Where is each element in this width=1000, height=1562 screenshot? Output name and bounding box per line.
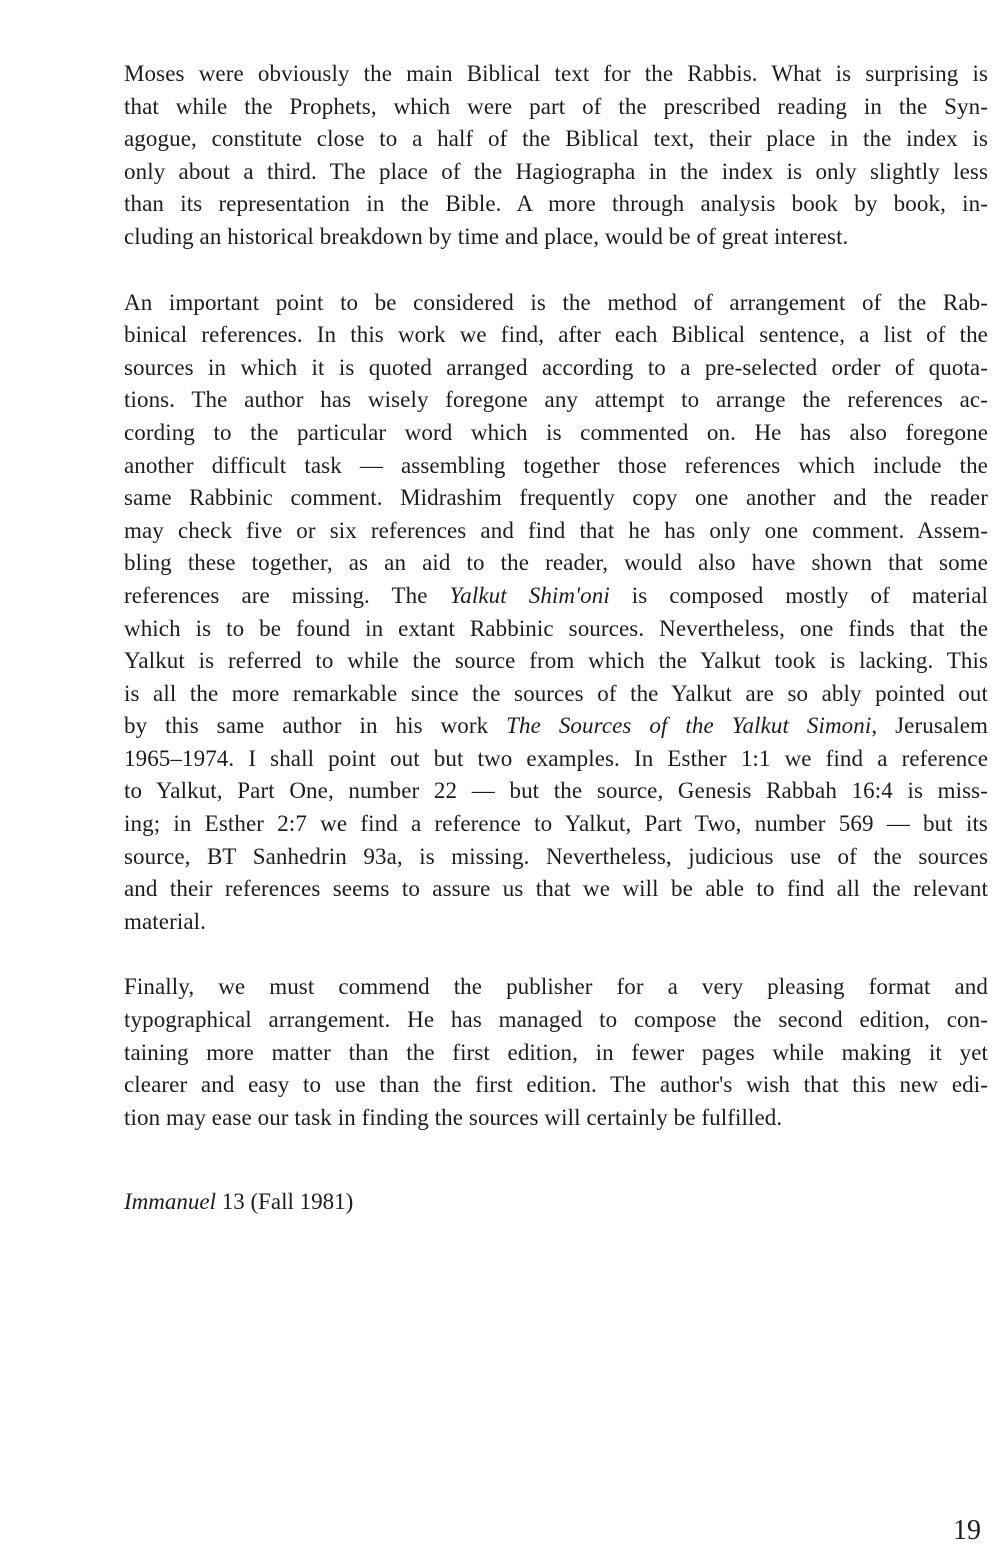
text-line: sources in which it is quoted arranged according to a pre-selected order of quota- — [124, 354, 988, 380]
text-line: binical references. In this work we find, after each Biblical sentence, a list of the — [124, 322, 988, 348]
text-line: typographical arrangement. He has managed to compose the second edition, con- — [124, 1007, 988, 1033]
text-line: may check five or six references and find that he has only one comment. Assem- — [124, 517, 988, 543]
text-line: clearer and easy to use than the first edition. The author's wish that this new edi- — [124, 1072, 988, 1098]
text-line: only about a third. The place of the Hagiographa in the index is only slightly less — [124, 158, 988, 184]
text-line: 1965–1974. I shall point out but two examples. In Esther 1:1 we find a reference — [124, 745, 988, 771]
text-line: Yalkut is referred to while the source from which the Yalkut took is lacking. This — [124, 648, 988, 674]
text-line: agogue, constitute close to a half of the Biblical text, their place in the index is — [124, 126, 988, 152]
text-line: another difficult task — assembling together those references which include the — [124, 452, 988, 478]
italic-title: The Sources of the Yalkut Simoni — [506, 713, 872, 739]
page-number: 19 — [953, 1515, 981, 1546]
paragraph-2 — [124, 287, 988, 939]
text-line: than its representation in the Bible. A more through analysis book by book, in- — [124, 191, 988, 217]
text-line: tion may ease our task in finding the sources will certainly be fulfilled. — [124, 1104, 783, 1130]
italic-title: Yalkut Shim'oni — [449, 582, 610, 608]
text-line: references are missing. The Yalkut Shim'oni is composed mostly of material — [124, 582, 989, 608]
journal-issue: 13 (Fall 1981) — [221, 1189, 354, 1214]
paragraph-1 — [124, 58, 988, 254]
text-line: is all the more remarkable since the sources of the Yalkut are so ably pointed out — [124, 680, 988, 706]
text-line: and their references seems to assure us that we will be able to find all the relevant — [124, 876, 988, 902]
text-line: taining more matter than the first edition, in fewer pages while making it yet — [124, 1039, 988, 1065]
paragraph-gap — [124, 938, 988, 971]
text-line: source, BT Sanhedrin 93a, is missing. Nevertheless, judicious use of the sources — [124, 843, 988, 869]
text-line: material. — [124, 908, 206, 934]
paragraph-3 — [124, 971, 988, 1134]
text-line: same Rabbinic comment. Midrashim frequently copy one another and the reader — [124, 485, 988, 511]
text-line: to Yalkut, Part One, number 22 — but the source, Genesis Rabbah 16:4 is miss- — [124, 778, 988, 804]
journal-name: Immanuel — [124, 1189, 216, 1214]
text-line: cluding an historical breakdown by time and place, would be of great interest. — [124, 223, 849, 249]
text-line: Moses were obviously the main Biblical text for the Rabbis. What is surprising is — [124, 61, 988, 86]
text-line: that while the Prophets, which were part of the prescribed reading in the Syn- — [124, 93, 988, 119]
text-line: ing; in Esther 2:7 we find a reference to Yalkut, Part Two, number 569 — but its — [124, 811, 988, 837]
text-line: by this same author in his work The Sources of the Yalkut Simoni, Jerusalem — [124, 713, 988, 739]
text-line: which is to be found in extant Rabbinic sources. Nevertheless, one finds that the — [124, 615, 988, 641]
paragraph-gap — [124, 254, 988, 287]
text-line: bling these together, as an aid to the reader, would also have shown that some — [124, 550, 988, 576]
text-line: tions. The author has wisely foregone any attempt to arrange the references ac- — [124, 387, 988, 413]
source-citation — [124, 1187, 353, 1217]
text-line: An important point to be considered is the method of arrangement of the Rab- — [124, 289, 988, 315]
text-line: Finally, we must commend the publisher for a very pleasing format and — [124, 974, 988, 1000]
text-line: cording to the particular word which is commented on. He has also foregone — [124, 419, 988, 445]
article-body — [124, 58, 988, 1134]
